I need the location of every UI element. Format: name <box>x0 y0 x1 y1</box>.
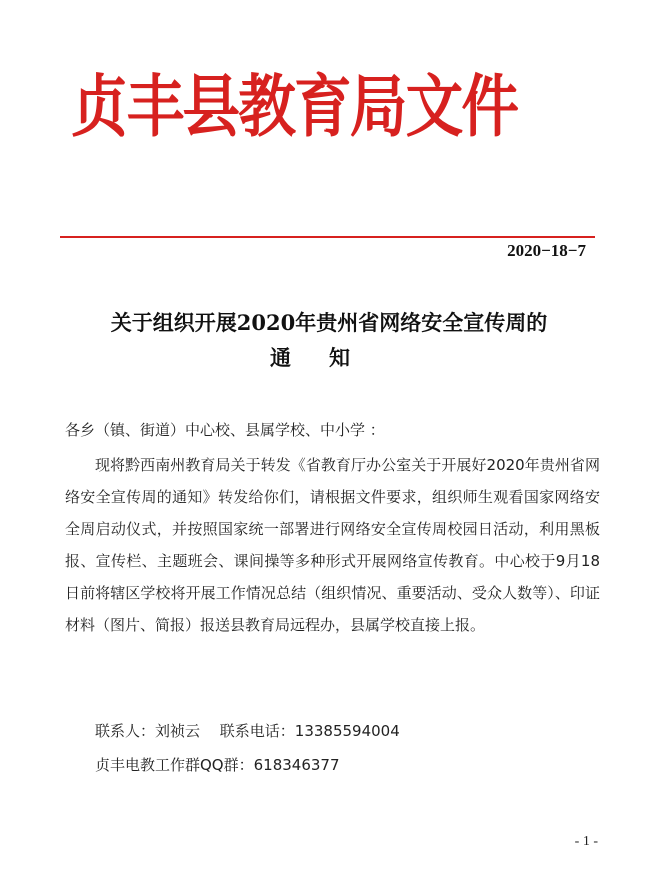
notice-title-line2: 通知 <box>270 345 388 370</box>
document-number: 2020−18−7 <box>507 241 586 260</box>
issuer-header-title: 贞丰县教育局文件 <box>70 68 518 147</box>
qq-group-line: 贞丰电教工作群QQ群：618346377 <box>95 756 340 774</box>
contact-person-line: 联系人：刘祯云 联系电话：13385594004 <box>95 722 400 740</box>
page-number: - 1 - <box>574 834 598 849</box>
notice-body-paragraph: 现将黔西南州教育局关于转发《省教育厅办公室关于开展好2020年贵州省网络安全宣传周的通知》转发给你们，请根据文件要求，组织师生观看国家网络安全周启动仪式，并按照国家统一部署进行网络安全宣传周校园日活动，利用黑板报、宣传栏、主题班会、课间操等多种形式开展网络宣传教育。中心校于9月18日前将辖区学校将开展工作情况总结（组织情况、重要活动、受众人数等）、印证材料（图片、简报）报送县教育局远程办，县属学校直接上报。 <box>65 456 600 634</box>
recipient-line: 各乡（镇、街道）中心校、县属学校、中小学 ： <box>65 421 385 439</box>
notice-title-line1: 关于组织开展2020年贵州省网络安全宣传周的 <box>110 310 548 335</box>
